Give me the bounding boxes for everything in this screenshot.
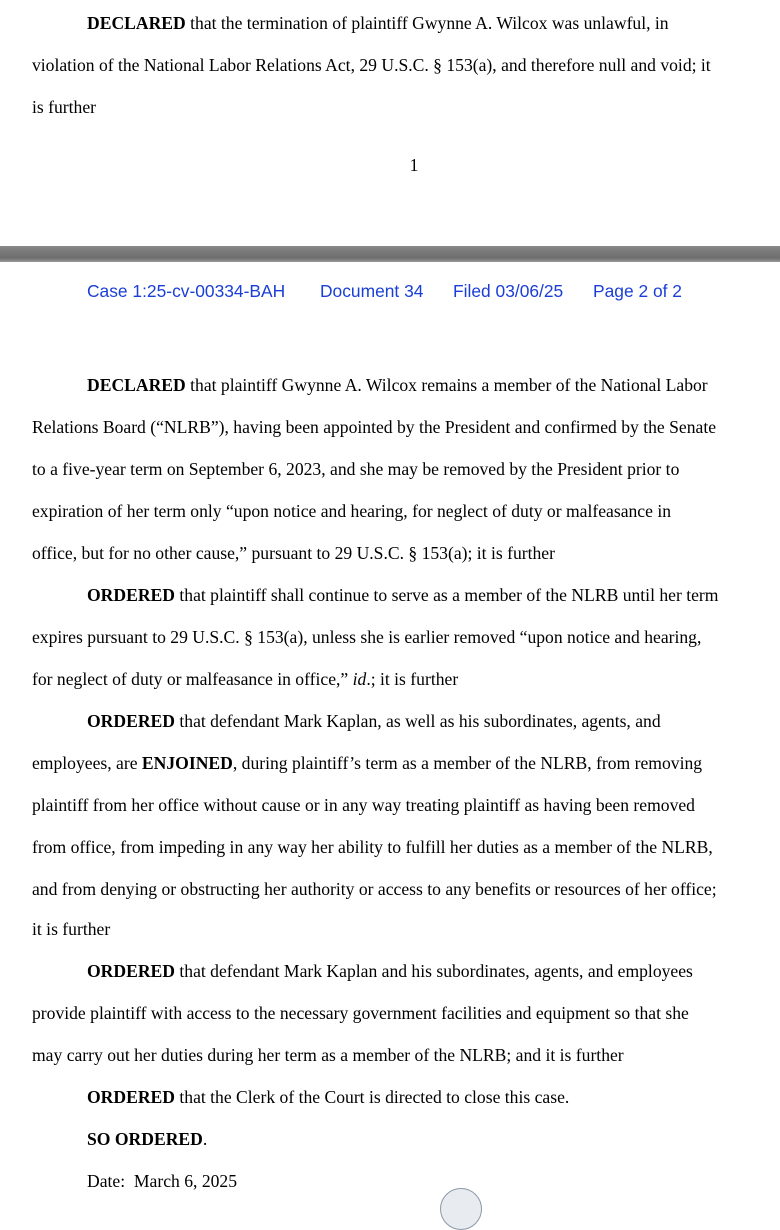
case-number: Case 1:25-cv-00334-BAH xyxy=(87,281,286,301)
so-ordered: SO ORDERED. xyxy=(87,1129,208,1149)
declared-unlawful-line-1: DECLARED that the termination of plaintiff Gwynne A. Wilcox was unlawful, in xyxy=(87,13,669,33)
ordered-enjoined-line-3: plaintiff from her office without cause or in any way treating plaintiff as having been removed xyxy=(32,795,695,815)
ordered-serve-line-3: for neglect of duty or malfeasance in office,” id.; it is further xyxy=(32,669,459,689)
declared-member-line-4: expiration of her term only “upon notice and hearing, for neglect of duty or malfeasance in xyxy=(32,501,672,521)
document-number: Document 34 xyxy=(320,281,424,301)
ordered-serve-line-2: expires pursuant to 29 U.S.C. § 153(a), unless she is earlier removed “upon notice and hearing, xyxy=(32,627,702,647)
ordered-close-case-line: ORDERED that the Clerk of the Court is directed to close this case. xyxy=(87,1087,570,1107)
declared-member-line-5: office, but for no other cause,” pursuant to 29 U.S.C. § 153(a); it is further xyxy=(32,543,555,563)
declared-member-line-1: DECLARED that plaintiff Gwynne A. Wilcox remains a member of the National Labor xyxy=(87,375,708,395)
ordered-enjoined-line-6: it is further xyxy=(32,919,111,939)
document-page-1 xyxy=(0,0,780,246)
ordered-access-line-2: provide plaintiff with access to the necessary government facilities and equipment so that she xyxy=(32,1003,689,1023)
court-seal-icon xyxy=(440,1188,482,1230)
declared-unlawful-line-2: violation of the National Labor Relations Act, 29 U.S.C. § 153(a), and therefore null and void; it xyxy=(32,55,711,75)
page-number: 1 xyxy=(409,155,419,175)
ordered-access-line-1: ORDERED that defendant Mark Kaplan and his subordinates, agents, and employees xyxy=(87,961,693,981)
ordered-serve-line-1: ORDERED that plaintiff shall continue to serve as a member of the NLRB until her term xyxy=(87,585,719,605)
date-line: Date: March 6, 2025 xyxy=(87,1171,238,1191)
ordered-enjoined-line-4: from office, from impeding in any way her ability to fulfill her duties as a member of the NLRB, xyxy=(32,837,713,857)
ordered-enjoined-line-1: ORDERED that defendant Mark Kaplan, as well as his subordinates, agents, and xyxy=(87,711,661,731)
page-indicator: Page 2 of 2 xyxy=(593,281,682,301)
ordered-access-line-3: may carry out her duties during her term as a member of the NLRB; and it is further xyxy=(32,1045,624,1065)
declared-member-line-3: to a five-year term on September 6, 2023, and she may be removed by the President prior to xyxy=(32,459,680,479)
ordered-enjoined-line-2: employees, are ENJOINED, during plaintiff’s term as a member of the NLRB, from removing xyxy=(32,753,703,773)
order-date: March 6, 2025 xyxy=(133,1171,238,1191)
ordered-enjoined-line-5: and from denying or obstructing her authority or access to any benefits or resources of her office; xyxy=(32,879,717,899)
filed-date: Filed 03/06/25 xyxy=(453,281,564,301)
declared-unlawful-line-3: is further xyxy=(32,97,97,117)
declared-member-line-2: Relations Board (“NLRB”), having been appointed by the President and confirmed by the Senate xyxy=(32,417,717,437)
page-divider xyxy=(0,246,780,262)
